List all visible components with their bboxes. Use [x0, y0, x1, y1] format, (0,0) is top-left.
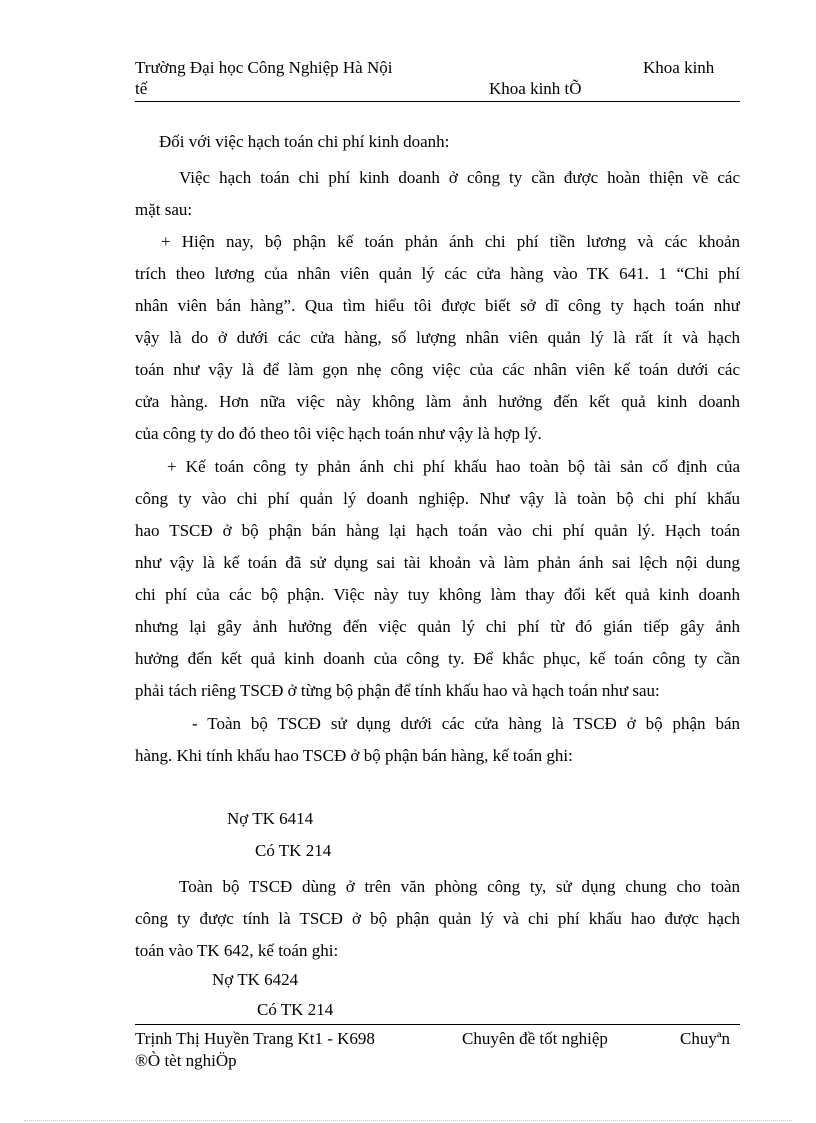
text-line: trích theo lương của nhân viên quản lý các cửa hàng vào TK 641. 1 “Chi phí [135, 264, 740, 283]
text-line: chi phí của các bộ phận. Việc này tuy không làm thay đổi kết quả kinh doanh [135, 585, 740, 604]
entry-1-credit: Có TK 214 [255, 841, 332, 860]
header-school: Trường Đại học Công Nghiệp Hà Nội [135, 58, 393, 77]
text-line: mặt sau: [135, 200, 193, 219]
footer-title: Chuyên đề tốt nghiệp [462, 1029, 608, 1048]
text-line: toán vào TK 642, kế toán ghi: [135, 941, 339, 960]
text-line: Toàn bộ TSCĐ dùng ở trên văn phòng công ty, sử dụng chung cho toàn [179, 877, 740, 896]
header-faculty-center: Khoa kinh tÕ [489, 79, 582, 98]
paragraph-2 [135, 226, 740, 450]
text-line: - Toàn bộ TSCĐ sử dụng dưới các cửa hàng là TSCĐ ở bộ phận bán [192, 714, 740, 733]
text-line: toán như vậy là để làm gọn nhẹ công việc của các nhân viên kế toán dưới các [135, 360, 740, 379]
paragraph-1 [135, 162, 740, 226]
text-line: công ty vào chi phí quản lý doanh nghiệp. Như vậy là toàn bộ chi phí khấu [135, 489, 740, 508]
paragraph-4 [135, 708, 740, 772]
entry-2-credit: Có TK 214 [257, 1000, 334, 1019]
entry-2-debit: Nợ TK 6424 [212, 970, 299, 989]
paragraph-3 [135, 451, 740, 707]
footer-author: Trịnh Thị Huyền Trang Kt1 - K698 [135, 1029, 375, 1048]
text-line: + Hiện nay, bộ phận kế toán phản ánh chi phí tiền lương và các khoản [161, 232, 740, 251]
footer-second-line: ®Ò tèt nghiÖp [135, 1051, 237, 1070]
text-line: nhân viên bán hàng”. Qua tìm hiểu tôi được biết sở dĩ công ty hạch toán như [135, 296, 740, 315]
text-line: + Kế toán công ty phản ánh chi phí khấu hao toàn bộ tài sản cố định của [167, 457, 740, 476]
text-line: hưởng đến kết quả kinh doanh của công ty. Để khắc phục, kế toán công ty cần [135, 649, 740, 668]
text-line: phải tách riêng TSCĐ ở từng bộ phận để tính khấu hao và hạch toán như sau: [135, 681, 660, 700]
header-rule [135, 101, 740, 102]
text-line: như vậy là kế toán đã sử dụng sai tài khoản và làm phản ánh sai lệch nội dung [135, 553, 740, 572]
text-line: nhưng lại gây ảnh hưởng đến việc quản lý chi phí từ đó gián tiếp gây ảnh [135, 617, 740, 636]
footer-rule [135, 1024, 740, 1025]
page-edge-divider [24, 1120, 792, 1121]
text-line: hao TSCĐ ở bộ phận bán hàng lại hạch toán vào chi phí quản lý. Hạch toán [135, 521, 740, 540]
text-line: của công ty do đó theo tôi việc hạch toán như vậy là hợp lý. [135, 424, 542, 443]
text-line: Việc hạch toán chi phí kinh doanh ở công ty cần được hoàn thiện về các [179, 168, 740, 187]
header-te: tế [135, 79, 148, 98]
text-line: cửa hàng. Hơn nữa việc này không làm ảnh hưởng đến kết quả kinh doanh [135, 392, 740, 411]
paragraph-5 [135, 871, 740, 967]
header-faculty-right: Khoa kinh [643, 58, 715, 77]
footer-right: Chuyªn [680, 1029, 731, 1048]
section-heading: Đối với việc hạch toán chi phí kinh doanh: [159, 132, 450, 151]
entry-1-debit: Nợ TK 6414 [227, 809, 314, 828]
text-line: công ty được tính là TSCĐ ở bộ phận quản lý và chi phí khấu hao được hạch [135, 909, 740, 928]
text-line: hàng. Khi tính khấu hao TSCĐ ở bộ phận bán hàng, kế toán ghi: [135, 746, 573, 765]
text-line: vậy là do ở dưới các cửa hàng, số lượng nhân viên quản lý là rất ít và hạch [135, 328, 740, 347]
